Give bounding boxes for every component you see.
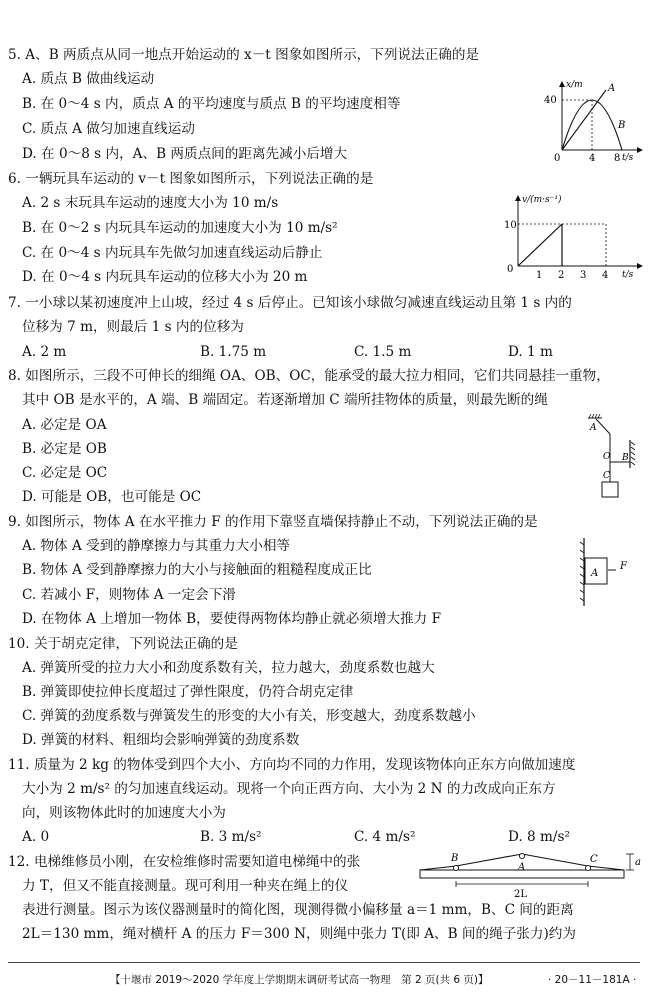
q6-stem: 6. 一辆玩具车运动的 v－t 图象如图所示，下列说法正确的是 — [8, 171, 374, 187]
q6-option-b: B. 在 0～2 s 内玩具车运动的加速度大小为 10 m/s² — [22, 220, 338, 236]
q12-clamp-c — [585, 865, 590, 870]
q10-option-d: D. 弹簧的材料、粗细均会影响弹簧的劲度系数 — [22, 732, 300, 748]
q5-option-b: B. 在 0～4 s 内，质点 A 的平均速度与质点 B 的平均速度相等 — [22, 96, 401, 112]
q9-label-a: A — [591, 568, 599, 579]
q6-ylabel: v/(m·s⁻¹) — [522, 195, 562, 205]
q7-option-c: C. 1.5 m — [354, 344, 412, 360]
q6-line-ramp — [518, 224, 562, 266]
q12-clamp-a — [519, 853, 524, 858]
q7-option-d: D. 1 m — [508, 344, 553, 360]
q5-label-b: B — [618, 120, 626, 131]
q5-ylabel: x/m — [566, 80, 583, 90]
q9-wall-block-diagram — [572, 534, 646, 610]
q12-stem-line4: 2L＝130 mm，绳对横杆 A 的压力 F＝300 N，则绳中张力 T(即 A、B 间的绳子张力)约为 — [22, 926, 576, 942]
q12-stem-line1: 12. 电梯维修员小刚，在安检维修时需要知道电梯绳中的张 — [8, 854, 361, 870]
q5-line-a — [562, 90, 606, 150]
q9-option-d: D. 在物体 A 上增加一物体 B，要使得两物体均静止就必须增大推力 F — [22, 611, 442, 627]
q9-option-a: A. 物体 A 受到的静摩擦力与其重力大小相等 — [22, 538, 291, 554]
q6-option-d: D. 在 0～4 s 内玩具车运动的位移大小为 20 m — [22, 269, 308, 285]
q6-xlabel: t/s — [622, 270, 634, 280]
q9-option-c: C. 若减小 F，则物体 A 一定会下滑 — [22, 587, 236, 603]
q12-stem-line2: 力 T，但又不能直接测量。现可利用一种夹在绳上的仪 — [22, 878, 349, 894]
q10-option-b: B. 弹簧即使拉伸长度超过了弹性限度，仍符合胡克定律 — [22, 684, 354, 700]
q5-label-a: A — [608, 83, 616, 94]
q8-label-o: O — [603, 452, 611, 462]
q6-vt-graph — [498, 192, 646, 282]
q8-label-a: A — [590, 423, 597, 433]
q5-stem: 5. A、B 两质点从同一地点开始运动的 x－t 图象如图所示，下列说法正确的是 — [8, 47, 479, 63]
q12-clamp-b — [453, 865, 458, 870]
q12-label-offset: a — [635, 857, 641, 868]
q6-xtick-3: 3 — [580, 270, 587, 281]
q6-ytick-10: 10 — [504, 220, 517, 231]
q10-option-a: A. 弹簧所受的拉力大小和劲度系数有关，拉力越大，劲度系数也越大 — [22, 660, 435, 676]
q8-label-b: B — [622, 453, 629, 463]
q6-option-c: C. 在 0～4 s 内玩具车先做匀加速直线运动后静止 — [22, 245, 323, 261]
q8-wall-hatch — [631, 442, 635, 465]
q11-stem-line2: 大小为 2 m/s² 的匀加速直线运动。现将一个向正西方向、大小为 2 N 的力改成向正东方 — [22, 781, 556, 797]
q8-option-a: A. 必定是 OA — [22, 417, 107, 433]
q5-xtick-4: 4 — [589, 153, 596, 164]
q7-stem-line2: 位移为 7 m，则最后 1 s 内的位移为 — [22, 319, 244, 335]
q11-stem-line3: 向，则该物体此时的加速度大小为 — [22, 805, 226, 821]
q6-option-a: A. 2 s 末玩具车运动的速度大小为 10 m/s — [22, 195, 279, 211]
footer-center: 【十堰市 2019～2020 学年度上学期期末调研考试高一物理 第 2 页(共 6 页)】 — [110, 974, 489, 986]
q8-rope-diagram — [584, 410, 646, 502]
q8-label-c: C — [603, 471, 610, 481]
q5-xt-graph — [538, 78, 646, 164]
q6-xtick-4: 4 — [602, 270, 609, 281]
q11-option-a: A. 0 — [22, 829, 50, 845]
q11-option-c: C. 4 m/s² — [354, 829, 416, 845]
q9-option-b: B. 物体 A 受到静摩擦力的大小与接触面的粗糙程度成正比 — [22, 562, 372, 578]
q10-stem: 10. 关于胡克定律，下列说法正确的是 — [8, 636, 238, 652]
q5-ytick-40: 40 — [544, 95, 557, 106]
footer-rule — [8, 962, 640, 963]
q6-xtick-2: 2 — [558, 270, 565, 281]
q8-ceiling-hatch — [589, 414, 600, 418]
q8-option-c: C. 必定是 OC — [22, 465, 108, 481]
q8-rope-oa — [596, 419, 610, 434]
q5-option-c: C. 质点 A 做匀加速直线运动 — [22, 121, 195, 137]
q5-xtick-8: 8 — [614, 153, 621, 164]
q12-label-2l: 2L — [514, 889, 528, 900]
footer-right: · 20－11－181A · — [548, 974, 637, 986]
q11-option-d: D. 8 m/s² — [508, 829, 570, 845]
q12-tension-meter-diagram — [418, 848, 646, 900]
q7-option-a: A. 2 m — [22, 344, 67, 360]
q9-stem: 9. 如图所示，物体 A 在水平推力 F 的作用下靠竖直墙保持静止不动，下列说法正确的是 — [8, 514, 538, 530]
q5-option-a: A. 质点 B 做曲线运动 — [22, 71, 155, 87]
q10-option-c: C. 弹簧的劲度系数与弹簧发生的形变的大小有关，形变越大，劲度系数越小 — [22, 708, 476, 724]
q8-option-d: D. 可能是 OB，也可能是 OC — [22, 489, 202, 505]
q8-weight — [602, 482, 618, 497]
q12-label-b: B — [451, 853, 459, 864]
q7-option-b: B. 1.75 m — [200, 344, 267, 360]
q6-xtick-0: 0 — [507, 264, 514, 275]
q7-stem-line1: 7. 一小球以某初速度冲上山坡，经过 4 s 后停止。已知该小球做匀减速直线运动且第 1 s 内的 — [8, 295, 572, 311]
q8-stem-line2: 其中 OB 是水平的，A 端、B 端固定。若逐渐增加 C 端所挂物体的质量，则最先断的绳 — [22, 392, 548, 408]
q6-xtick-1: 1 — [536, 270, 543, 281]
q11-stem-line1: 11. 质量为 2 kg 的物体受到四个大小、方向均不同的力作用，发现该物体向正东方向做加速度 — [8, 757, 576, 773]
q12-stem-line3: 表进行测量。图示为该仪器测量时的简化图，现测得微小偏移量 a＝1 mm，B、C 间的距离 — [22, 902, 574, 918]
q5-xlabel: t/s — [622, 153, 634, 163]
q5-xtick-0: 0 — [554, 153, 561, 164]
q12-label-c: C — [590, 854, 598, 865]
q8-stem-line1: 8. 如图所示，三段不可伸长的细绳 OA、OB、OC，能承受的最大拉力相同，它们共同悬挂一重物， — [8, 368, 610, 384]
q5-option-d: D. 在 0～8 s 内，A、B 两质点间的距离先减小后增大 — [22, 146, 348, 162]
q9-label-f: F — [620, 561, 627, 572]
q11-option-b: B. 3 m/s² — [200, 829, 262, 845]
q8-option-b: B. 必定是 OB — [22, 441, 107, 457]
q12-label-a: A — [518, 862, 526, 873]
